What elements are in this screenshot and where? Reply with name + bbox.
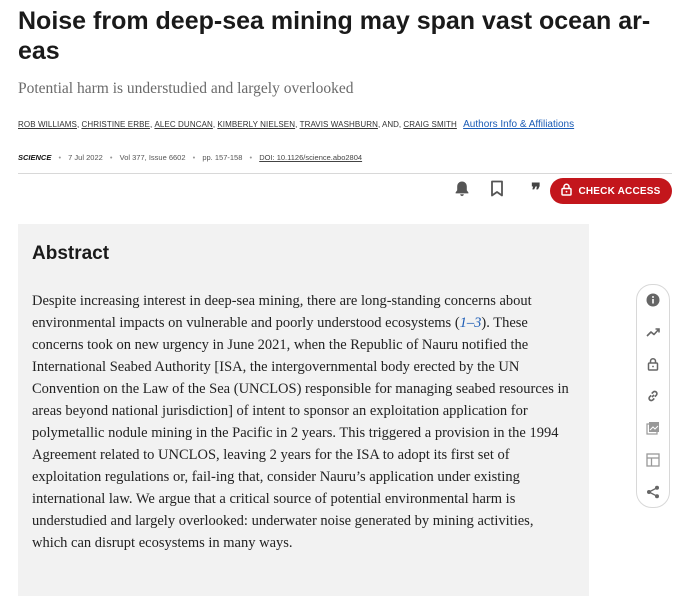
author-link[interactable]: ROB WILLIAMS bbox=[18, 120, 77, 129]
trending-icon[interactable] bbox=[643, 322, 663, 342]
abstract-heading: Abstract bbox=[32, 243, 110, 264]
abstract-text-part: Despite increasing interest in deep-sea mining, there are long-standing concerns about environmental impacts on vulnerable and poorly understood ecosystems ( bbox=[32, 293, 532, 331]
author-link[interactable]: KIMBERLY NIELSEN bbox=[217, 120, 296, 129]
media-icon[interactable] bbox=[643, 418, 663, 438]
author-link[interactable]: TRAVIS WASHBURN bbox=[299, 120, 378, 129]
author-and: AND bbox=[382, 120, 399, 129]
abstract-text bbox=[32, 290, 572, 554]
bookmark-button[interactable] bbox=[486, 180, 508, 202]
bell-icon bbox=[454, 180, 470, 202]
reference-link-start[interactable]: 1 bbox=[459, 315, 467, 331]
author-link[interactable]: CHRISTINE ERBE bbox=[81, 120, 150, 129]
header-divider bbox=[18, 173, 672, 174]
publish-date: 7 Jul 2022 bbox=[68, 153, 103, 162]
journal-name: SCIENCE bbox=[18, 153, 52, 162]
authors-info-link[interactable]: Authors Info & Affiliations bbox=[463, 119, 575, 130]
link-icon[interactable] bbox=[643, 386, 663, 406]
cite-button[interactable] bbox=[525, 180, 547, 202]
abstract-section bbox=[18, 224, 589, 596]
reference-link-end[interactable]: 3 bbox=[474, 315, 482, 331]
bookmark-icon bbox=[490, 180, 504, 202]
table-icon[interactable] bbox=[643, 450, 663, 470]
lock-icon bbox=[561, 183, 572, 199]
share-icon[interactable] bbox=[643, 482, 663, 502]
alerts-button[interactable] bbox=[451, 180, 473, 202]
article-side-rail bbox=[636, 284, 670, 508]
check-access-label: CHECK ACCESS bbox=[578, 185, 661, 197]
author-link[interactable]: CRAIG SMITH bbox=[403, 120, 457, 129]
doi-link[interactable]: DOI: 10.1126/science.abo2804 bbox=[259, 153, 363, 162]
article-subtitle: Potential harm is understudied and largely overlooked bbox=[18, 80, 354, 97]
lock-icon[interactable] bbox=[643, 354, 663, 374]
volume-issue: Vol 377, Issue 6602 bbox=[119, 153, 186, 162]
info-icon[interactable] bbox=[643, 290, 663, 310]
author-link[interactable]: ALEC DUNCAN bbox=[154, 120, 213, 129]
article-title: Noise from deep-sea mining may span vast ocean ar-eas bbox=[18, 7, 651, 65]
check-access-button[interactable] bbox=[550, 178, 672, 204]
reference-dash: – bbox=[466, 315, 475, 331]
page-range: pp. 157-158 bbox=[202, 153, 243, 162]
abstract-text-part: ). These concerns took on new urgency in June 2021, when the Republic of Nauru notified the International Seabed Authority [ISA, the intergovernmental body erected by the UN Convention on the Law of the Sea (UNCLOS) responsible for managing seabed resources in areas beyond national jurisdiction] of intent to sponsor an exploitation application for polymetallic nodule mining in the Pacific in 2 years. This triggered a provision in the 1994 Agreement related to UNCLOS, leaving 2 years for the ISA to adopt its first set of exploitation regulations or, fail-ing that, consider Nauru’s application under existing international law. We argue that a critical source of potential environmental harm is understudied and largely overlooked: underwater noise generated by mining activities, which can disrupt ecosystems in many ways. bbox=[32, 315, 569, 551]
quote-icon: ❞ bbox=[531, 180, 541, 201]
article-meta: SCIENCE • 7 Jul 2022 • Vol 377, Issue 6602 • pp. 157-158 • DOI: 10.1126/science.abo2804 bbox=[18, 153, 363, 162]
author-list: ROB WILLIAMS, CHRISTINE ERBE, ALEC DUNCAN, KIMBERLY NIELSEN, TRAVIS WASHBURN, AND, CRAIG SMITH Authors Info & Affiliations bbox=[18, 119, 575, 130]
